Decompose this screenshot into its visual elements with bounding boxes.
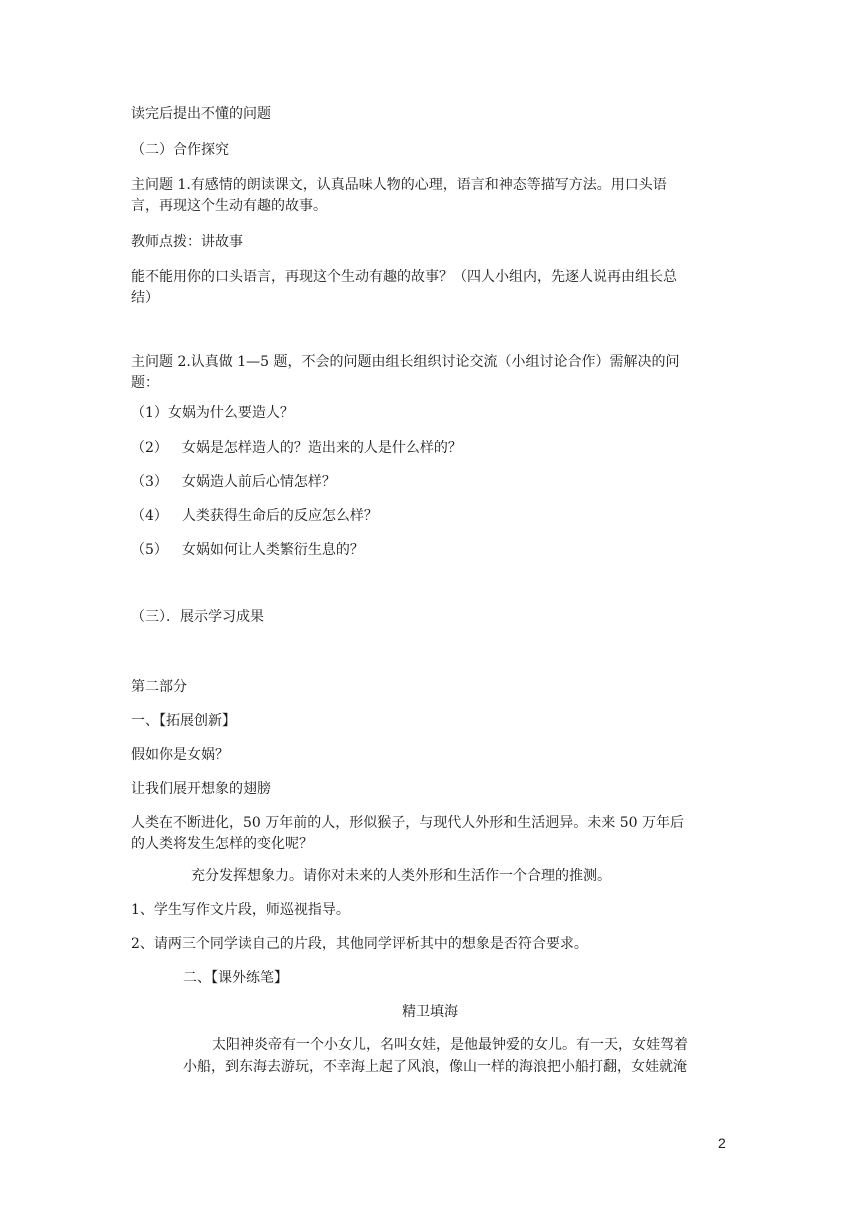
list-item (131, 472, 336, 492)
evolve-line2: 的人类将发生怎样的变化呢？ (131, 836, 313, 852)
list-item (131, 403, 294, 423)
page-number: 2 (718, 1135, 726, 1151)
list-item (131, 540, 364, 560)
list-item-number: （3） (131, 474, 168, 490)
list-item-text: 女娲造人前后心情怎样？ (181, 474, 336, 490)
question2-line1: 主问题 2.认真做 1—5 题，不会的问题由组长组织讨论交流（小组讨论合作）需解决的问 (131, 354, 680, 370)
step2-text: 2、请两三个同学读自己的片段，其他同学评析其中的想象是否符合要求。 (131, 936, 588, 952)
question1-line2: 言，再现这个生动有趣的故事。 (131, 198, 327, 214)
list-item-text: 女娲是怎样造人的？造出来的人是什么样的？ (181, 440, 462, 456)
step1-text: 1、学生写作文片段，师巡视指导。 (131, 902, 350, 918)
evolve-line1: 人类在不断进化，50 万年前的人，形似猴子，与现代人外形和生活迥异。未来 50 万年后 (131, 815, 684, 831)
story-title: 精卫填海 (402, 1004, 458, 1020)
practice-heading: 二、【课外练笔】 (183, 970, 288, 986)
question1-line1: 主问题 1.有感情的朗读课文，认真品味人物的心理，语言和神态等描写方法。用口头语 (131, 177, 667, 193)
question2-line2: 题： (131, 375, 159, 391)
section2-heading: （二）合作探究 (131, 142, 229, 158)
suppose-text: 假如你是女娲？ (131, 747, 229, 763)
list-item-text: 人类获得生命后的反应怎么样？ (181, 508, 378, 524)
read-question-text: 读完后提出不懂的问题 (131, 106, 271, 122)
retell-line1: 能不能用你的口头语言，再现这个生动有趣的故事？（四人小组内，先逐人说再由组长总 (131, 269, 677, 285)
imagination-text: 充分发挥想象力。请你对未来的人类外形和生活作一个合理的推测。 (191, 868, 611, 884)
list-item (131, 438, 462, 458)
teacher-tip: 教师点拨：讲故事 (131, 234, 243, 250)
story-line1: 太阳神炎帝有一个小女儿，名叫女娃，是他最钟爱的女儿。有一天，女娃驾着 (212, 1037, 688, 1053)
list-item-number: （2） (131, 440, 168, 456)
list-item-text: 女娲为什么要造人？ (167, 405, 294, 421)
list-item-number: （1） (131, 405, 168, 421)
list-item (131, 506, 378, 526)
section3-heading: （三）．展示学习成果 (131, 609, 264, 625)
list-item-number: （5） (131, 542, 168, 558)
list-item-number: （4） (131, 508, 168, 524)
retell-line2: 结） (131, 290, 159, 306)
story-line2: 小船，到东海去游玩，不幸海上起了风浪，像山一样的海浪把小船打翻，女娃就淹 (183, 1059, 687, 1075)
extend-heading: 一、【拓展创新】 (131, 713, 236, 729)
list-item-text: 女娲如何让人类繁衍生息的？ (181, 542, 364, 558)
part2-heading: 第二部分 (131, 679, 187, 695)
imagine-text: 让我们展开想象的翅膀 (131, 781, 271, 797)
